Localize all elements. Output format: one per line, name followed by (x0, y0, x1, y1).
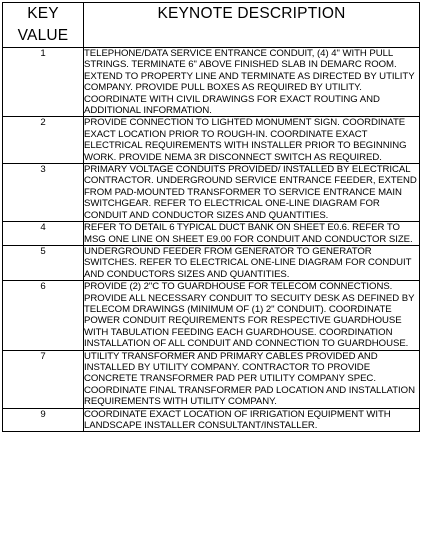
keynote-description-cell: UTILITY TRANSFORMER AND PRIMARY CABLES PROVIDED AND INSTALLED BY UTILITY COMPANY. CONTRACTOR TO PROVIDE CONCRETE TRANSFORMER PAD PER UTILITY COMPANY SPEC. COORDINATE FINAL TRANSFORMER PAD LOCATION AND INSTALLATION REQUIREMENTS WITH UTILITY COMPANY. (84, 350, 420, 408)
keynote-description-cell: PROVIDE (2) 2"C TO GUARDHOUSE FOR TELECOM CONNECTIONS. PROVIDE ALL NECESSARY CONDUIT TO SECUITY DESK AS DEFINED BY TELECOM DRAWINGS (MINIMUM OF (1) 2" CONDUIT). COORDINATE POWER CONDUIT REQUIREMENTS FOR RESPECTIVE GUARDHOUSE WITH TABULATION FEEDING EACH GUARDHOUSE. COORDINATION INSTALLATION OF ALL CONDUIT AND CONNECTION TO GUARDHOUSE. (84, 281, 420, 350)
keynote-description-cell: COORDINATE EXACT LOCATION OF IRRIGATION EQUIPMENT WITH LANDSCAPE INSTALLER CONSULTANT/INSTALLER. (84, 408, 420, 432)
key-value-cell: 6 (3, 281, 84, 350)
keynote-description-cell: PRIMARY VOLTAGE CONDUITS PROVIDED/ INSTALLED BY ELECTRICAL CONTRACTOR. UNDERGROUND SERVICE ENTRANCE FEEDER, EXTEND FROM PAD-MOUNTED TRANSFORMER TO SERVICE ENTRANCE MAIN SWITCHGEAR. REFER TO ELECTRICAL ONE-LINE DIAGRAM FOR CONDUIT AND CONDUCTOR SIZES AND QUANTITIES. (84, 164, 420, 222)
key-value-header: KEY VALUE (3, 3, 84, 48)
key-value-cell: 4 (3, 222, 84, 246)
table-row (3, 408, 420, 432)
table-row (3, 164, 420, 222)
key-value-cell: 2 (3, 117, 84, 164)
keynote-description-header: KEYNOTE DESCRIPTION (84, 3, 420, 48)
header-row (3, 3, 420, 48)
table-row (3, 350, 420, 408)
keynote-description-cell: PROVIDE CONNECTION TO LIGHTED MONUMENT SIGN. COORDINATE EXACT LOCATION PRIOR TO ROUGH-IN. COORDINATE EXACT ELECTRICAL REQUIREMENTS WITH INSTALLER PRIOR TO BEGINNING WORK. PROVIDE NEMA 3R DISCONNECT SWITCH AS REQUIRED. (84, 117, 420, 164)
table-row (3, 281, 420, 350)
table-row (3, 222, 420, 246)
table-row (3, 245, 420, 280)
key-value-cell: 3 (3, 164, 84, 222)
keynote-description-cell: UNDERGROUND FEEDER FROM GENERATOR TO GENERATOR SWITCHES. REFER TO ELECTRICAL ONE-LINE DIAGRAM FOR CONDUIT AND CONDUCTORS SIZES AND QUANTITIES. (84, 245, 420, 280)
key-value-cell: 5 (3, 245, 84, 280)
key-value-cell: 7 (3, 350, 84, 408)
table-row (3, 117, 420, 164)
table-row (3, 48, 420, 117)
keynote-description-cell: TELEPHONE/DATA SERVICE ENTRANCE CONDUIT, (4) 4" WITH PULL STRINGS. TERMINATE 6" ABOVE FINISHED SLAB IN DEMARC ROOM. EXTEND TO PROPERTY LINE AND TERMINATE AS DIRECTED BY UTILITY COMPANY. PROVIDE PULL BOXES AS REQUIRED BY UTILITY. COORDINATE WITH CIVIL DRAWINGS FOR EXACT ROUTING AND ADDITIONAL INFORMATION. (84, 48, 420, 117)
key-value-cell: 9 (3, 408, 84, 432)
key-value-cell: 1 (3, 48, 84, 117)
keynote-description-cell: REFER TO DETAIL 6 TYPICAL DUCT BANK ON SHEET E0.6. REFER TO MSG ONE LINE ON SHEET E9.00 FOR CONDUIT AND CONDUCTOR SIZE. (84, 222, 420, 246)
keynote-table (2, 2, 420, 432)
